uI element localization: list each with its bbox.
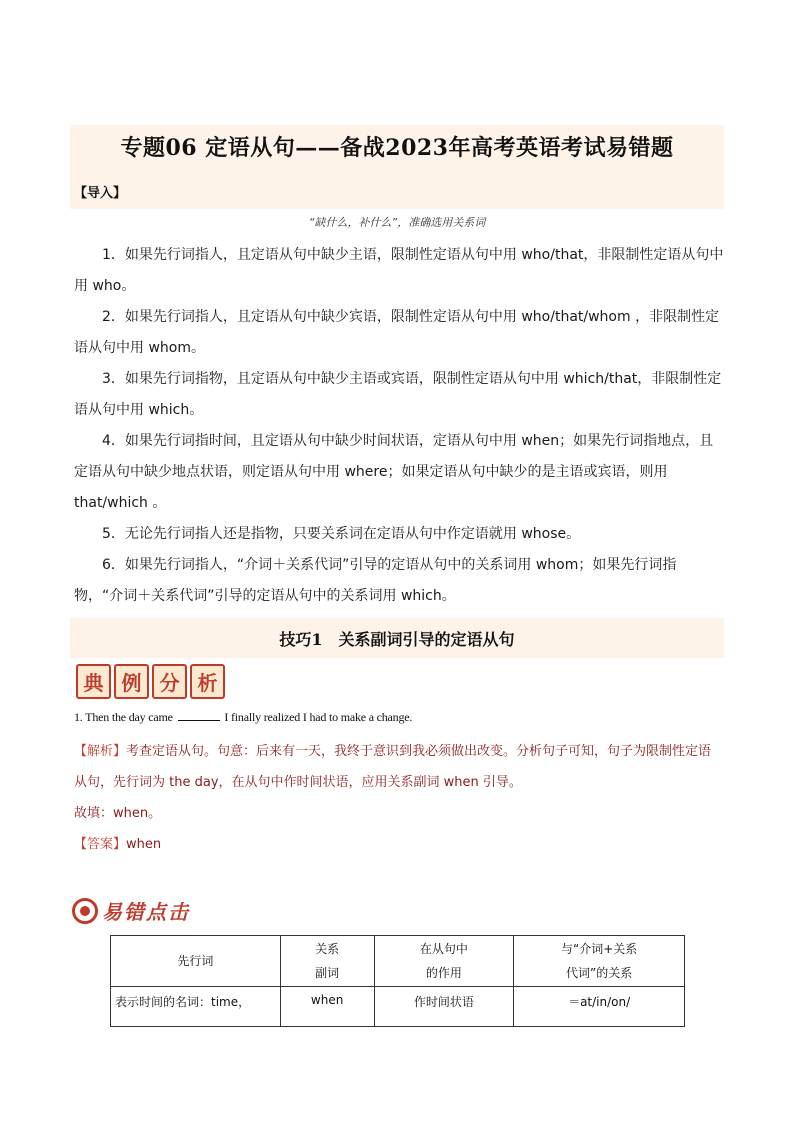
table-cell: ＝at/in/on/ [514, 987, 685, 1027]
table-header-cell: 在从句中 的作用 [374, 936, 514, 987]
analysis-label: 【解析】 [74, 744, 127, 759]
table-header-cell: 与“介词+关系 代词”的关系 [514, 936, 685, 987]
subtitle: “缺什么，补什么”，准确选用关系词 [308, 216, 486, 229]
page-title: 专题06 定语从句——备战2023年高考英语考试易错题 [120, 135, 674, 161]
target-icon [72, 898, 98, 924]
question-text-after: I finally realized I had to make a change. [224, 710, 413, 724]
answer-blank [178, 709, 220, 721]
stamp-char: 例 [114, 664, 149, 699]
table-header-cell: 关系 副词 [280, 936, 374, 987]
table-cell: when [280, 987, 374, 1027]
intro-label: 【导入】 [74, 186, 127, 201]
mistake-header [72, 896, 190, 925]
table-header-cell: 先行词 [111, 936, 281, 987]
answer-label: 【答案】 [74, 837, 127, 852]
paragraph-3: 3．如果先行词指物，且定语从句中缺少主语或宾语，限制性定语从句中用 which/that，非限制性定语从句中用 which。 [74, 371, 722, 418]
table-row [111, 987, 685, 1027]
stamp-char: 析 [190, 664, 225, 699]
paragraph-2: 2．如果先行词指人，且定语从句中缺少宾语，限制性定语从句中用 who/that/whom ，非限制性定语从句中用 whom。 [74, 309, 720, 356]
table-header-row [111, 936, 685, 987]
paragraph-6: 6．如果先行词指人，“介词＋关系代词”引导的定语从句中的关系词用 whom；如果先行词指物，“介词＋关系代词”引导的定语从句中的关系词用 which。 [74, 557, 677, 604]
table-cell: 作时间状语 [374, 987, 514, 1027]
stamp-char: 分 [152, 664, 187, 699]
tip-title: 技巧1 关系副词引导的定语从句 [279, 630, 515, 649]
stamp-char: 典 [76, 664, 111, 699]
mistake-label: 易错点击 [102, 900, 190, 924]
paragraph-4: 4．如果先行词指时间，且定语从句中缺少时间状语，定语从句中用 when；如果先行词指地点，且定语从句中缺少地点状语，则定语从句中用 where；如果定语从句中缺少的是主语或宾语，则用 that/which 。 [74, 433, 714, 511]
fill-line: 故填：when。 [74, 806, 162, 821]
analysis-block [74, 736, 724, 798]
paragraph-1: 1．如果先行词指人，且定语从句中缺少主语，限制性定语从句中用 who/that，非限制性定语从句中用 who。 [74, 247, 724, 294]
example-analysis-badge [76, 664, 225, 699]
relative-adverb-table [110, 935, 685, 1027]
answer-line [74, 829, 724, 860]
answer-value: when [126, 837, 162, 852]
question-text-before: 1. Then the day came [74, 710, 173, 724]
paragraph-5: 5．无论先行词指人还是指物，只要关系词在定语从句中作定语就用 whose。 [102, 526, 581, 542]
table-cell: 表示时间的名词：time， [111, 987, 281, 1027]
question-1 [74, 709, 412, 725]
analysis-text: 考查定语从句。句意：后来有一天，我终于意识到我必须做出改变。分析句子可知，句子为限制性定语从句，先行词为 the day，在从句中作时间状语，应用关系副词 when 引导。 [74, 744, 712, 790]
